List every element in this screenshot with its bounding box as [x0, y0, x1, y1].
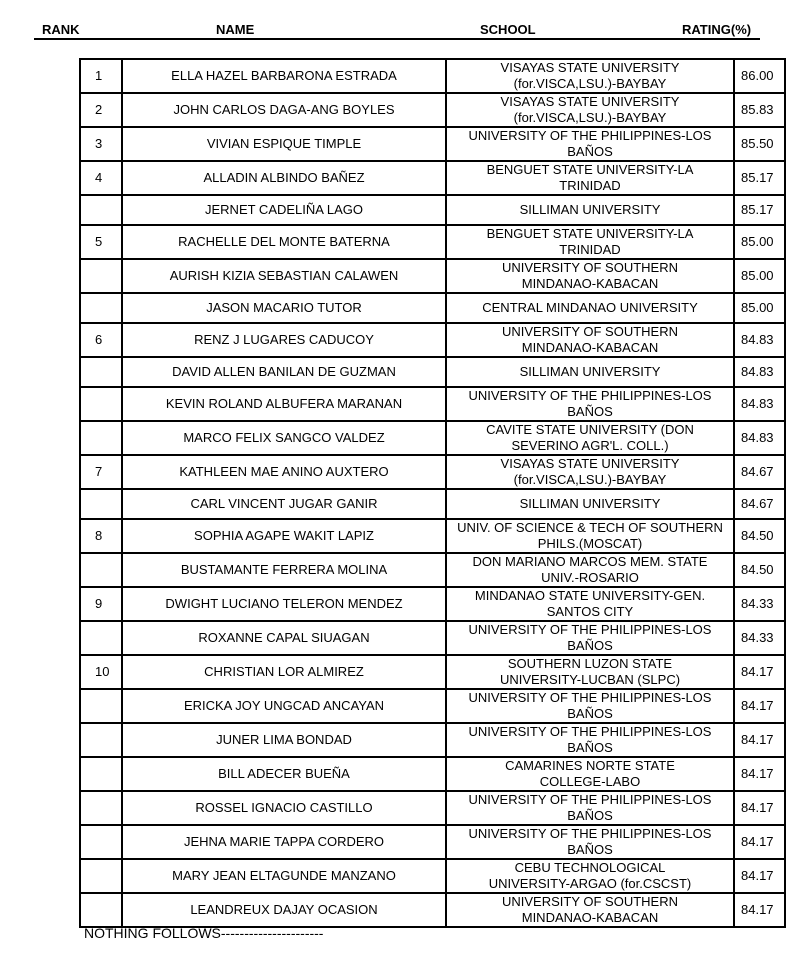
- school-line: UNIVERSITY OF THE PHILIPPINES-LOS: [468, 690, 712, 705]
- name-cell: AURISH KIZIA SEBASTIAN CALAWEN: [122, 259, 446, 293]
- rank-cell: 3: [80, 127, 122, 161]
- name-cell: LEANDREUX DAJAY OCASION: [122, 893, 446, 927]
- name-cell: JOHN CARLOS DAGA-ANG BOYLES: [122, 93, 446, 127]
- rank-cell: 4: [80, 161, 122, 195]
- name-cell: SOPHIA AGAPE WAKIT LAPIZ: [122, 519, 446, 553]
- school-line: SEVERINO AGR'L. COLL.): [511, 438, 669, 453]
- school-line: BAÑOS: [567, 404, 613, 419]
- name-cell: RENZ J LUGARES CADUCOY: [122, 323, 446, 357]
- name-cell: DWIGHT LUCIANO TELERON MENDEZ: [122, 587, 446, 621]
- rank-cell: [80, 421, 122, 455]
- school-line: MINDANAO STATE UNIVERSITY-GEN.: [474, 588, 706, 603]
- school-line: CAVITE STATE UNIVERSITY (DON: [486, 422, 694, 437]
- rank-cell: [80, 489, 122, 519]
- rating-cell: 84.33: [734, 621, 785, 655]
- school-cell: [446, 357, 734, 387]
- rating-cell: 84.17: [734, 859, 785, 893]
- school-line: PHILS.(MOSCAT): [537, 536, 643, 551]
- table-row: [80, 689, 785, 723]
- rank-cell: 10: [80, 655, 122, 689]
- school-cell: [446, 259, 734, 293]
- table-row: [80, 757, 785, 791]
- school-cell: [446, 455, 734, 489]
- name-column-header: NAME: [216, 22, 255, 37]
- table-row: [80, 893, 785, 927]
- school-cell: [446, 655, 734, 689]
- rank-cell: 2: [80, 93, 122, 127]
- school-cell: [446, 825, 734, 859]
- table-row: [80, 293, 785, 323]
- table-row: [80, 195, 785, 225]
- rank-cell: [80, 195, 122, 225]
- school-cell: [446, 93, 734, 127]
- table-row: [80, 655, 785, 689]
- school-line: UNIVERSITY OF THE PHILIPPINES-LOS: [468, 826, 712, 841]
- rating-cell: 84.17: [734, 893, 785, 927]
- school-cell: [446, 127, 734, 161]
- rank-cell: [80, 893, 122, 927]
- rank-cell: 6: [80, 323, 122, 357]
- school-line: UNIVERSITY OF THE PHILIPPINES-LOS: [468, 388, 712, 403]
- school-column-header: SCHOOL: [480, 22, 536, 37]
- name-cell: ROXANNE CAPAL SIUAGAN: [122, 621, 446, 655]
- rating-cell: 84.67: [734, 489, 785, 519]
- rating-cell: 84.33: [734, 587, 785, 621]
- rating-cell: 84.17: [734, 825, 785, 859]
- table-row: [80, 587, 785, 621]
- school-line: UNIVERSITY OF SOUTHERN: [501, 260, 678, 275]
- rank-cell: [80, 621, 122, 655]
- school-line: BAÑOS: [567, 706, 613, 721]
- rank-cell: 9: [80, 587, 122, 621]
- school-line: CENTRAL MINDANAO UNIVERSITY: [482, 300, 698, 315]
- school-cell: [446, 859, 734, 893]
- name-cell: DAVID ALLEN BANILAN DE GUZMAN: [122, 357, 446, 387]
- table-row: [80, 93, 785, 127]
- rank-cell: [80, 791, 122, 825]
- table-row: [80, 421, 785, 455]
- school-cell: [446, 195, 734, 225]
- school-line: UNIVERSITY-ARGAO (for.CSCST): [488, 876, 692, 891]
- school-line: MINDANAO-KABACAN: [521, 276, 659, 291]
- rating-cell: 84.17: [734, 723, 785, 757]
- table-row: [80, 323, 785, 357]
- rating-cell: 85.17: [734, 195, 785, 225]
- name-cell: JUNER LIMA BONDAD: [122, 723, 446, 757]
- school-line: BAÑOS: [567, 842, 613, 857]
- rating-cell: 84.17: [734, 655, 785, 689]
- rating-cell: 84.17: [734, 757, 785, 791]
- school-line: MINDANAO-KABACAN: [521, 340, 659, 355]
- name-cell: BILL ADECER BUEÑA: [122, 757, 446, 791]
- rank-cell: [80, 293, 122, 323]
- table-row: [80, 859, 785, 893]
- name-cell: CHRISTIAN LOR ALMIREZ: [122, 655, 446, 689]
- school-line: VISAYAS STATE UNIVERSITY: [500, 456, 680, 471]
- school-line: MINDANAO-KABACAN: [521, 910, 659, 925]
- rank-cell: [80, 757, 122, 791]
- table-row: [80, 357, 785, 387]
- school-line: UNIVERSITY OF SOUTHERN: [501, 894, 678, 909]
- school-line: VISAYAS STATE UNIVERSITY: [500, 94, 680, 109]
- results-table-body: [80, 59, 785, 927]
- rating-cell: 85.83: [734, 93, 785, 127]
- table-row: [80, 489, 785, 519]
- school-cell: [446, 621, 734, 655]
- rating-cell: 84.67: [734, 455, 785, 489]
- school-line: CAMARINES NORTE STATE: [505, 758, 675, 773]
- table-row: [80, 259, 785, 293]
- school-line: COLLEGE-LABO: [539, 774, 641, 789]
- name-cell: JERNET CADELIÑA LAGO: [122, 195, 446, 225]
- name-cell: MARY JEAN ELTAGUNDE MANZANO: [122, 859, 446, 893]
- rank-cell: 5: [80, 225, 122, 259]
- rank-cell: [80, 357, 122, 387]
- table-row: [80, 519, 785, 553]
- school-cell: [446, 323, 734, 357]
- school-line: BENGUET STATE UNIVERSITY-LA: [486, 226, 694, 241]
- rating-cell: 85.00: [734, 293, 785, 323]
- table-row: [80, 553, 785, 587]
- school-cell: [446, 791, 734, 825]
- school-line: UNIVERSITY OF THE PHILIPPINES-LOS: [468, 128, 712, 143]
- school-cell: [446, 489, 734, 519]
- school-cell: [446, 161, 734, 195]
- school-cell: [446, 723, 734, 757]
- name-cell: ALLADIN ALBINDO BAÑEZ: [122, 161, 446, 195]
- rank-cell: 7: [80, 455, 122, 489]
- rating-cell: 84.83: [734, 421, 785, 455]
- rank-cell: [80, 859, 122, 893]
- school-cell: [446, 893, 734, 927]
- rating-cell: 84.50: [734, 519, 785, 553]
- rank-cell: 1: [80, 59, 122, 93]
- school-cell: [446, 689, 734, 723]
- name-cell: KATHLEEN MAE ANINO AUXTERO: [122, 455, 446, 489]
- header-underline: [34, 38, 760, 40]
- nothing-follows-note: NOTHING FOLLOWS----------------------: [84, 925, 324, 941]
- school-line: UNIVERSITY OF THE PHILIPPINES-LOS: [468, 724, 712, 739]
- school-cell: [446, 553, 734, 587]
- name-cell: VIVIAN ESPIQUE TIMPLE: [122, 127, 446, 161]
- name-cell: CARL VINCENT JUGAR GANIR: [122, 489, 446, 519]
- rank-cell: [80, 259, 122, 293]
- rating-cell: 85.00: [734, 259, 785, 293]
- school-line: UNIVERSITY OF THE PHILIPPINES-LOS: [468, 792, 712, 807]
- school-line: BAÑOS: [567, 144, 613, 159]
- rating-column-header: RATING(%): [682, 22, 752, 37]
- rank-cell: [80, 825, 122, 859]
- rank-cell: [80, 553, 122, 587]
- name-cell: ELLA HAZEL BARBARONA ESTRADA: [122, 59, 446, 93]
- table-row: [80, 59, 785, 93]
- school-cell: [446, 519, 734, 553]
- school-line: CEBU TECHNOLOGICAL: [514, 860, 666, 875]
- rank-cell: [80, 689, 122, 723]
- results-table: [79, 58, 786, 928]
- school-cell: [446, 587, 734, 621]
- school-line: SILLIMAN UNIVERSITY: [519, 364, 661, 379]
- table-row: [80, 161, 785, 195]
- rating-cell: 86.00: [734, 59, 785, 93]
- school-cell: [446, 757, 734, 791]
- table-row: [80, 791, 785, 825]
- school-line: (for.VISCA,LSU.)-BAYBAY: [513, 472, 667, 487]
- name-cell: ERICKA JOY UNGCAD ANCAYAN: [122, 689, 446, 723]
- rank-cell: [80, 723, 122, 757]
- rating-cell: 85.50: [734, 127, 785, 161]
- school-line: BAÑOS: [567, 740, 613, 755]
- rating-cell: 84.17: [734, 791, 785, 825]
- table-row: [80, 723, 785, 757]
- rank-cell: 8: [80, 519, 122, 553]
- table-row: [80, 825, 785, 859]
- school-line: SILLIMAN UNIVERSITY: [519, 496, 661, 511]
- name-cell: BUSTAMANTE FERRERA MOLINA: [122, 553, 446, 587]
- rank-column-header: RANK: [42, 22, 80, 37]
- school-cell: [446, 225, 734, 259]
- rating-cell: 85.00: [734, 225, 785, 259]
- rating-cell: 84.83: [734, 387, 785, 421]
- school-line: UNIV. OF SCIENCE & TECH OF SOUTHERN: [457, 520, 723, 535]
- rating-cell: 84.17: [734, 689, 785, 723]
- school-cell: [446, 387, 734, 421]
- school-cell: [446, 293, 734, 323]
- school-cell: [446, 59, 734, 93]
- school-line: UNIVERSITY OF SOUTHERN: [501, 324, 678, 339]
- school-line: (for.VISCA,LSU.)-BAYBAY: [513, 110, 667, 125]
- column-header-bar: [0, 0, 802, 42]
- table-row: [80, 127, 785, 161]
- school-line: UNIVERSITY-LUCBAN (SLPC): [499, 672, 681, 687]
- table-row: [80, 225, 785, 259]
- school-line: (for.VISCA,LSU.)-BAYBAY: [513, 76, 667, 91]
- school-line: SILLIMAN UNIVERSITY: [519, 202, 661, 217]
- name-cell: KEVIN ROLAND ALBUFERA MARANAN: [122, 387, 446, 421]
- rating-cell: 85.17: [734, 161, 785, 195]
- school-line: UNIV.-ROSARIO: [541, 570, 639, 585]
- school-line: TRINIDAD: [559, 242, 621, 257]
- table-row: [80, 455, 785, 489]
- name-cell: JASON MACARIO TUTOR: [122, 293, 446, 323]
- school-line: VISAYAS STATE UNIVERSITY: [500, 60, 680, 75]
- school-line: BAÑOS: [567, 808, 613, 823]
- name-cell: RACHELLE DEL MONTE BATERNA: [122, 225, 446, 259]
- school-line: DON MARIANO MARCOS MEM. STATE: [472, 554, 708, 569]
- school-line: SOUTHERN LUZON STATE: [507, 656, 673, 671]
- school-line: UNIVERSITY OF THE PHILIPPINES-LOS: [468, 622, 712, 637]
- table-row: [80, 387, 785, 421]
- name-cell: ROSSEL IGNACIO CASTILLO: [122, 791, 446, 825]
- rating-cell: 84.50: [734, 553, 785, 587]
- school-line: TRINIDAD: [559, 178, 621, 193]
- name-cell: MARCO FELIX SANGCO VALDEZ: [122, 421, 446, 455]
- school-line: BAÑOS: [567, 638, 613, 653]
- rank-cell: [80, 387, 122, 421]
- rating-cell: 84.83: [734, 357, 785, 387]
- table-row: [80, 621, 785, 655]
- rating-cell: 84.83: [734, 323, 785, 357]
- name-cell: JEHNA MARIE TAPPA CORDERO: [122, 825, 446, 859]
- school-cell: [446, 421, 734, 455]
- school-line: BENGUET STATE UNIVERSITY-LA: [486, 162, 694, 177]
- school-line: SANTOS CITY: [546, 604, 634, 619]
